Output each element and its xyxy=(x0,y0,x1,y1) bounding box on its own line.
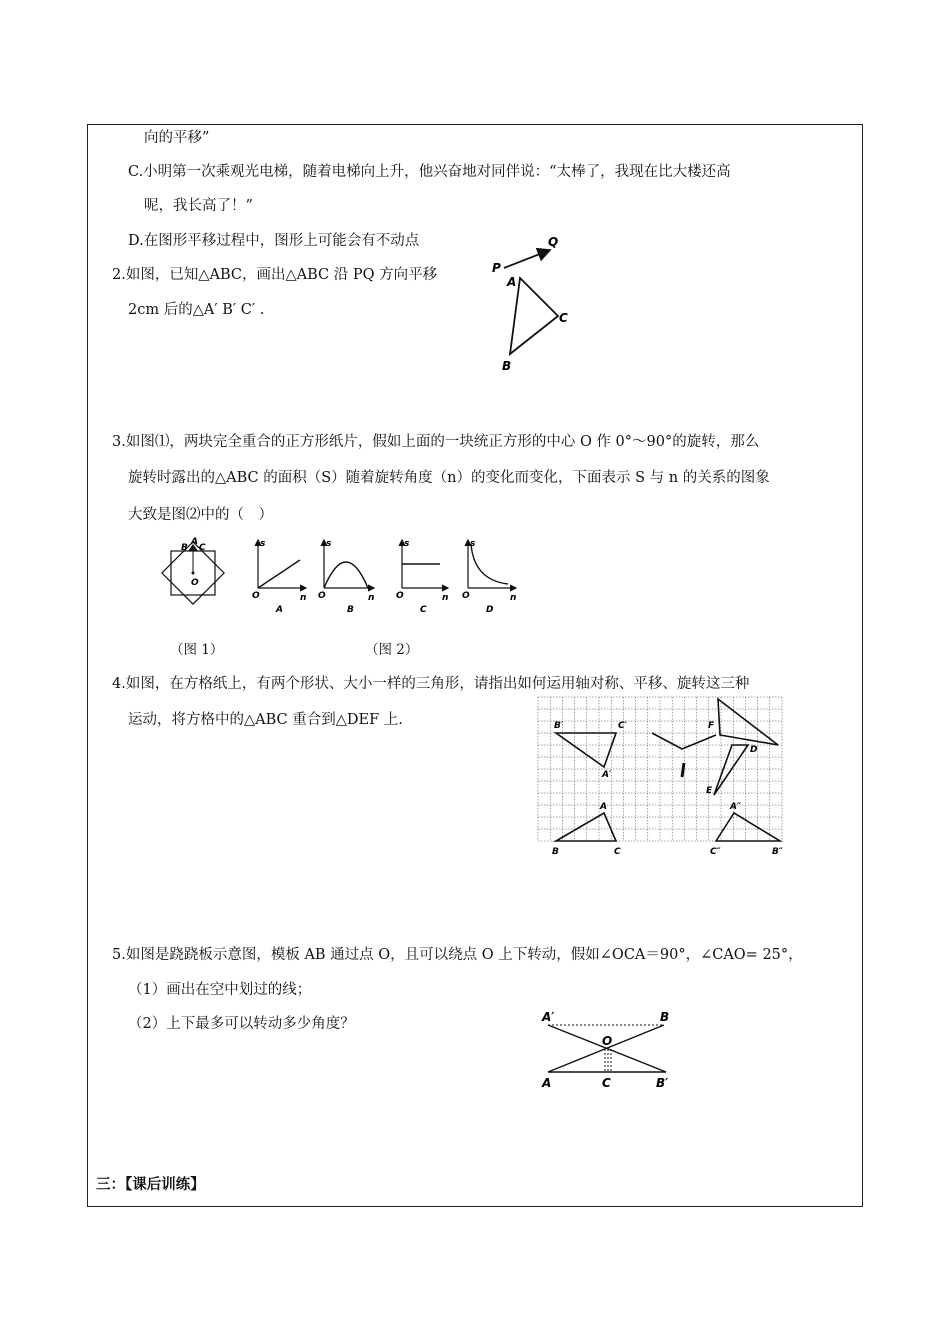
q3-text-line1: 3.如图⑴，两块完全重合的正方形纸片，假如上面的一块统正方形的中心 O 作 0°～90°的旋转，那么 xyxy=(112,434,760,450)
grid-label-c: C xyxy=(614,847,621,857)
q1-line-continued: 向的平移” xyxy=(144,130,210,146)
q3-fig1-rotated-squares xyxy=(158,538,228,608)
fig1-label-b: B xyxy=(181,543,188,553)
q3-fig2-caption: （图 2） xyxy=(365,642,419,658)
label-c: C xyxy=(559,311,568,325)
svg-text:O: O xyxy=(252,591,260,601)
svg-text:s: s xyxy=(326,539,332,549)
q2-text-line2: 2cm 后的△A′ B′ C′ . xyxy=(128,302,265,318)
small-mark xyxy=(682,763,684,777)
graph-b xyxy=(318,539,374,615)
q3-text-line3: 大致是图⑵中的（ ） xyxy=(128,507,273,523)
triangle-f-top xyxy=(718,699,778,745)
svg-text:O: O xyxy=(318,591,326,601)
q1-option-c-line1: C.小明第一次乘观光电梯，随着电梯向上升，他兴奋地对同伴说：“太棒了，我现在比大楼还高 xyxy=(128,164,731,180)
grid-label-a2: A″ xyxy=(730,802,741,812)
svg-text:n: n xyxy=(442,593,449,603)
q4-text-line1: 4.如图，在方格纸上，有两个形状、大小一样的三角形，请指出如何运用轴对称、平移、旋转这三种 xyxy=(112,676,750,692)
seesaw-label-b: B xyxy=(660,1010,670,1024)
q2-triangle-figure xyxy=(488,230,578,375)
svg-text:n: n xyxy=(368,593,375,603)
grid-label-f: F xyxy=(708,721,715,731)
label-p: P xyxy=(492,261,501,275)
graph-d-name: D xyxy=(486,605,494,615)
pq-arrow xyxy=(504,250,550,268)
label-b: B xyxy=(502,359,512,373)
svg-text:s: s xyxy=(260,539,266,549)
grid-label-b2: B″ xyxy=(772,847,783,857)
seesaw-label-c: C xyxy=(602,1076,611,1090)
q5-text-line1: 5.如图是跷跷板示意图，模板 AB 通过点 O，且可以绕点 O 上下转动，假如∠OCA＝90°，∠CAO= 25°， xyxy=(112,947,803,963)
graph-a-name: A xyxy=(276,605,283,615)
label-q: Q xyxy=(548,235,559,249)
seesaw-label-o: O xyxy=(602,1034,613,1048)
grid-label-b1: B′ xyxy=(554,721,564,731)
grid-label-d: D xyxy=(750,745,758,755)
q2-text-line1: 2.如图，已知△ABC，画出△ABC 沿 PQ 方向平移 xyxy=(112,267,438,283)
svg-text:n: n xyxy=(510,593,517,603)
grid-label-b: B xyxy=(552,847,559,857)
grid-label-c1: C′ xyxy=(618,721,627,731)
seesaw-label-b1: B′ xyxy=(656,1076,669,1090)
fig1-label-o: O xyxy=(191,578,199,588)
grid-label-c2: C″ xyxy=(710,847,721,857)
label-a: A xyxy=(507,275,517,289)
graph-a xyxy=(252,539,306,615)
triangle-a1b1c1 xyxy=(556,733,616,767)
q1-option-d: D.在图形平移过程中，图形上可能会有不动点 xyxy=(128,233,420,249)
grid-label-a1: A′ xyxy=(602,770,612,780)
q5-sub2: （2）上下最多可以转动多少角度？ xyxy=(128,1016,355,1032)
svg-text:O: O xyxy=(396,591,404,601)
graph-c-name: C xyxy=(420,605,427,615)
fig1-label-c: C xyxy=(199,543,206,553)
svg-text:s: s xyxy=(470,539,476,549)
q3-text-line2: 旋转时露出的△ABC 的面积（S）随着旋转角度（n）的变化而变化，下面表示 S 与 n 的关系的图象 xyxy=(128,470,770,486)
svg-text:O: O xyxy=(462,591,470,601)
q5-seesaw-figure xyxy=(538,1005,688,1090)
section3-heading: 三：【课后训练】 xyxy=(96,1177,205,1193)
svg-text:n: n xyxy=(300,593,307,603)
seesaw-label-a: A xyxy=(542,1076,552,1090)
triangle-def xyxy=(714,745,748,795)
grid-label-e: E xyxy=(706,786,713,796)
worksheet-frame xyxy=(87,124,863,1207)
graph-b-name: B xyxy=(347,605,354,615)
seesaw-label-a1: A′ xyxy=(542,1010,555,1024)
q4-grid-figure xyxy=(538,697,786,859)
triangle-left-part xyxy=(652,733,716,749)
q4-text-line2: 运动，将方格中的△ABC 重合到△DEF 上. xyxy=(128,712,403,728)
q5-sub1: （1）画出在空中划过的线； xyxy=(128,982,312,998)
grid-label-a: A xyxy=(600,802,607,812)
graph-d xyxy=(462,539,516,615)
q3-fig2-graphs xyxy=(250,538,530,618)
q1-option-c-line2: 呢，我长高了！” xyxy=(144,198,253,214)
fig1-label-a: A xyxy=(191,537,198,547)
q3-fig1-caption: （图 1） xyxy=(170,642,224,658)
triangle-abc xyxy=(510,278,558,354)
graph-c xyxy=(396,539,448,615)
svg-text:s: s xyxy=(404,539,410,549)
